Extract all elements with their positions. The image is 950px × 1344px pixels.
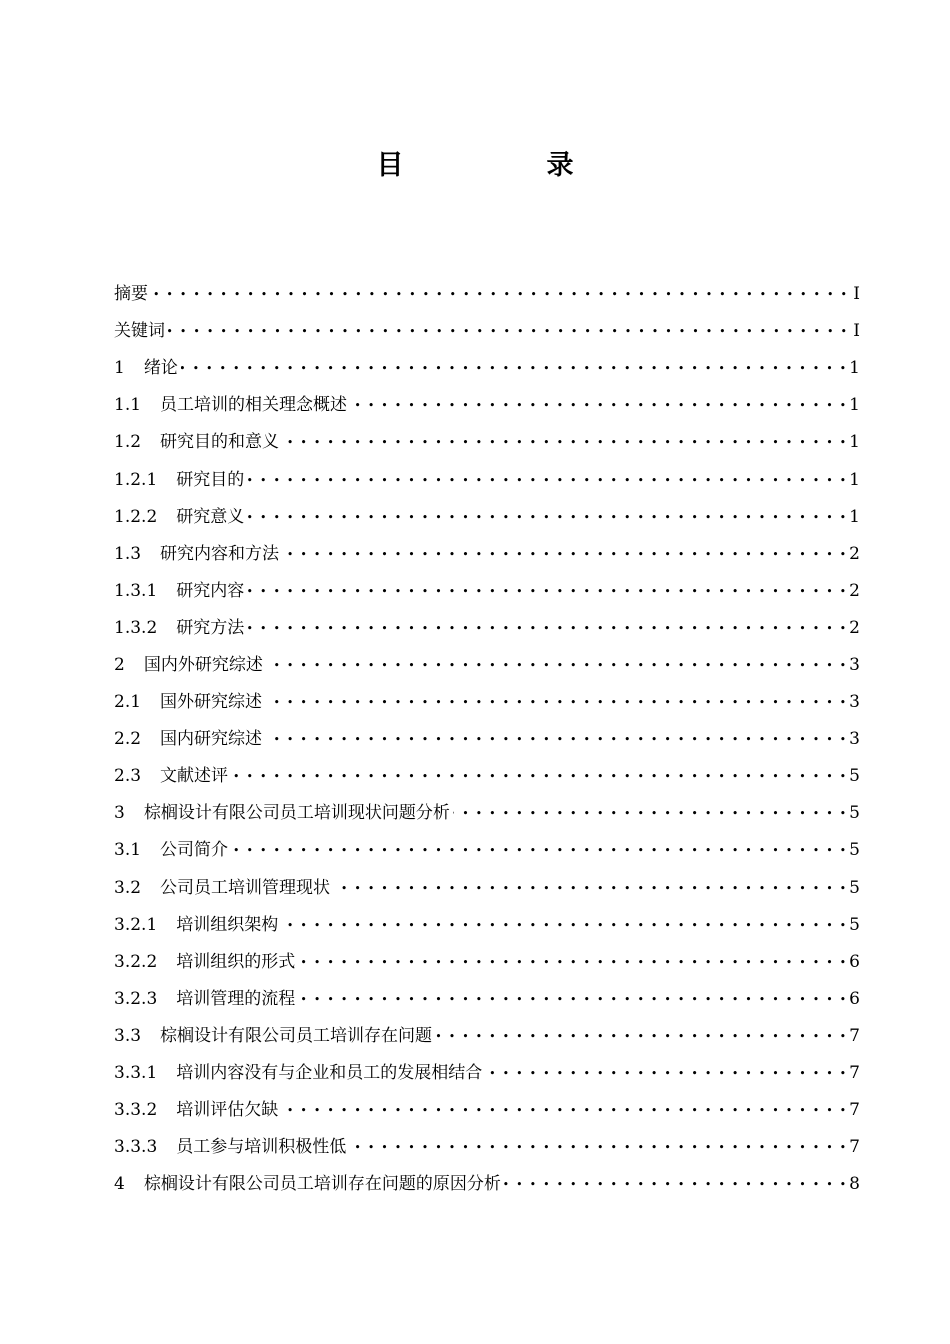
dot-leader (485, 1055, 846, 1092)
toc-entry-page: 2 (849, 543, 860, 564)
toc-entry-title: 研究内容和方法 (160, 543, 280, 564)
dot-leader (435, 1018, 846, 1055)
dot-leader (333, 870, 846, 907)
toc-entry-page: 3 (849, 654, 860, 675)
toc-entry-title: 棕榈设计有限公司员工培训现状问题分析 (143, 803, 450, 824)
toc-entry[interactable] (114, 721, 860, 758)
toc-entry-number: 3.2.1 (114, 914, 158, 935)
toc-entry-page: 1 (849, 395, 860, 416)
toc-entry-number: 1.2.1 (114, 469, 158, 490)
toc-entry-title: 公司员工培训管理现状 (160, 877, 331, 898)
dot-leader (181, 350, 846, 387)
toc-entry-page: I (853, 321, 860, 342)
toc-entry-title: 国内研究综述 (160, 729, 263, 750)
toc-entry-page: 5 (849, 914, 860, 935)
toc-entry[interactable] (114, 1129, 860, 1166)
toc-entry[interactable] (114, 461, 860, 498)
toc-entry-title: 培训评估欠缺 (176, 1100, 279, 1121)
toc-entry-title: 研究意义 (176, 506, 245, 527)
toc-entry-number: 2.2 (114, 729, 142, 750)
toc-entry[interactable] (114, 1166, 860, 1203)
toc-entry[interactable] (114, 981, 860, 1018)
toc-entry-page: 8 (849, 1174, 860, 1195)
toc-entry-page: 5 (849, 840, 860, 861)
dot-leader (453, 795, 846, 832)
toc-entry-number: 3.2.2 (114, 951, 158, 972)
page-title: 目 录 (376, 150, 632, 181)
toc-entry-title: 员工培训的相关理念概述 (160, 395, 348, 416)
dot-leader (349, 1129, 846, 1166)
dot-leader (151, 276, 847, 313)
toc-entry-page: 3 (849, 692, 860, 713)
toc-entry-page: 1 (849, 469, 860, 490)
toc-entry-number: 1.3.2 (114, 617, 158, 638)
toc-entry[interactable] (114, 499, 860, 536)
toc-entry-page: 1 (849, 432, 860, 453)
dot-leader (247, 462, 846, 499)
toc-entry-number: 2.3 (114, 766, 142, 787)
toc-entry-title: 研究内容 (176, 580, 245, 601)
toc-entry-number: 1.2.2 (114, 506, 158, 527)
dot-leader (266, 647, 846, 684)
toc-entry-page: 7 (849, 1137, 860, 1158)
toc-entry-page: 2 (849, 617, 860, 638)
toc-entry-page: 1 (849, 506, 860, 527)
table-of-contents (114, 276, 860, 1203)
toc-entry-number: 1.3.1 (114, 580, 158, 601)
toc-entry-number: 3.3.2 (114, 1100, 158, 1121)
toc-entry-title: 国内外研究综述 (143, 654, 263, 675)
toc-entry-title: 摘要 (114, 284, 148, 305)
toc-entry[interactable] (114, 350, 860, 387)
toc-entry-title: 公司简介 (160, 840, 229, 861)
dot-leader (168, 313, 847, 350)
toc-entry[interactable] (114, 907, 860, 944)
toc-entry-page: 5 (849, 766, 860, 787)
toc-entry[interactable] (114, 1055, 860, 1092)
toc-entry-number: 3.3.1 (114, 1063, 158, 1084)
toc-entry-number: 1.2 (114, 432, 142, 453)
toc-entry[interactable] (114, 1018, 860, 1055)
toc-entry-title: 绪论 (143, 358, 178, 379)
toc-entry[interactable] (114, 536, 860, 573)
toc-entry-number: 2.1 (114, 692, 142, 713)
toc-entry-number: 3 (114, 803, 125, 824)
toc-entry-title: 研究目的 (176, 469, 245, 490)
toc-entry-number: 3.3.3 (114, 1137, 158, 1158)
toc-entry-title: 培训管理的流程 (176, 988, 296, 1009)
toc-entry[interactable] (114, 832, 860, 869)
toc-entry-number: 1 (114, 358, 125, 379)
toc-entry[interactable] (114, 758, 860, 795)
toc-entry-page: 6 (849, 951, 860, 972)
toc-entry-page: 7 (849, 1063, 860, 1084)
dot-leader (265, 684, 846, 721)
toc-entry-number: 2 (114, 654, 125, 675)
dot-leader (265, 721, 846, 758)
toc-entry[interactable] (114, 870, 860, 907)
toc-entry[interactable] (114, 276, 860, 313)
dot-leader (247, 573, 846, 610)
dot-leader (247, 499, 846, 536)
toc-entry[interactable] (114, 684, 860, 721)
toc-entry-title: 培训组织的形式 (176, 951, 296, 972)
dot-leader (350, 387, 846, 424)
toc-entry-title: 国外研究综述 (160, 692, 263, 713)
toc-entry-page: 1 (849, 358, 860, 379)
toc-entry-title: 研究方法 (176, 617, 245, 638)
toc-entry-title: 关键词 (114, 321, 165, 342)
dot-leader (281, 1092, 846, 1129)
toc-entry-title: 棕榈设计有限公司员工培训存在问题 (160, 1025, 433, 1046)
toc-entry-page: 3 (849, 729, 860, 750)
toc-entry[interactable] (114, 944, 860, 981)
toc-entry-title: 文献述评 (160, 766, 229, 787)
dot-leader (231, 758, 846, 795)
toc-entry-page: 7 (849, 1100, 860, 1121)
toc-entry-title: 研究目的和意义 (160, 432, 280, 453)
toc-entry[interactable] (114, 313, 860, 350)
toc-entry-number: 1.1 (114, 395, 142, 416)
toc-entry[interactable] (114, 610, 860, 647)
dot-leader (247, 610, 846, 647)
toc-entry-page: I (853, 284, 860, 305)
toc-entry-number: 3.1 (114, 840, 142, 861)
dot-leader (282, 536, 846, 573)
dot-leader (231, 832, 846, 869)
toc-entry-page: 5 (849, 803, 860, 824)
toc-entry-page: 6 (849, 988, 860, 1009)
toc-entry[interactable] (114, 387, 860, 424)
toc-entry-title: 培训组织架构 (176, 914, 279, 935)
dot-leader (282, 424, 846, 461)
toc-entry-number: 1.3 (114, 543, 142, 564)
toc-entry-title: 棕榈设计有限公司员工培训存在问题的原因分析 (143, 1174, 501, 1195)
dot-leader (298, 981, 846, 1018)
dot-leader (504, 1166, 846, 1203)
toc-entry-page: 7 (849, 1025, 860, 1046)
toc-entry-title: 培训内容没有与企业和员工的发展相结合 (176, 1063, 483, 1084)
toc-entry-number: 4 (114, 1174, 125, 1195)
toc-entry-page: 5 (849, 877, 860, 898)
dot-leader (281, 907, 846, 944)
toc-entry-number: 3.2 (114, 877, 142, 898)
toc-entry-page: 2 (849, 580, 860, 601)
toc-entry-number: 3.2.3 (114, 988, 158, 1009)
toc-entry-title: 员工参与培训积极性低 (176, 1137, 347, 1158)
toc-entry[interactable] (114, 1092, 860, 1129)
dot-leader (298, 944, 846, 981)
toc-entry[interactable] (114, 647, 860, 684)
toc-entry[interactable] (114, 424, 860, 461)
toc-entry[interactable] (114, 573, 860, 610)
toc-entry[interactable] (114, 795, 860, 832)
toc-entry-number: 3.3 (114, 1025, 142, 1046)
